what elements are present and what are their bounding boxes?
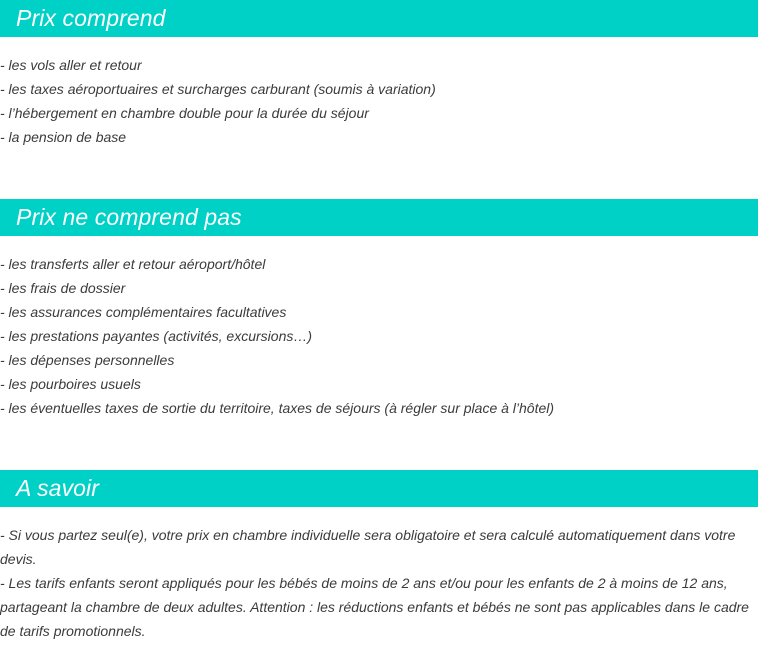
list-item: - les transferts aller et retour aéroport/hôtel — [0, 256, 266, 272]
list-item: - les prestations payantes (activités, excursions…) — [0, 328, 313, 344]
list-item: - la pension de base — [0, 129, 127, 145]
excluded-list — [0, 252, 554, 420]
list-item: - les frais de dossier — [0, 280, 126, 296]
list-item: - l’hébergement en chambre double pour la durée du séjour — [0, 105, 369, 121]
section-title: Prix comprend — [16, 5, 166, 31]
list-item: - les dépenses personnelles — [0, 352, 175, 368]
info-paragraph-single-traveler: - Si vous partez seul(e), votre prix en chambre individuelle sera obligatoire et sera calculé automatiquement dans votre devis. — [0, 527, 736, 567]
included-list — [0, 53, 436, 149]
list-item: - les éventuelles taxes de sortie du territoire, taxes de séjours (à régler sur place à l’hôtel) — [0, 400, 555, 416]
list-item: - les taxes aéroportuaires et surcharges carburant (soumis à variation) — [0, 81, 436, 97]
info-paragraph-child-rates: - Les tarifs enfants seront appliqués pour les bébés de moins de 2 ans et/ou pour les enfants de 2 à moins de 12 ans, partageant la chambre de deux adultes. Attention : les réductions enfants et bébés ne sont pas applicables dans le cadre de tarifs promotionnels. — [0, 575, 749, 639]
list-item: - les assurances complémentaires facultatives — [0, 304, 287, 320]
section-title: A savoir — [16, 475, 100, 501]
section-header-prix-comprend — [0, 0, 758, 37]
list-item: - les vols aller et retour — [0, 57, 142, 73]
section-title: Prix ne comprend pas — [16, 204, 242, 230]
list-item: - les pourboires usuels — [0, 376, 141, 392]
section-header-a-savoir — [0, 470, 758, 507]
section-header-prix-ne-comprend-pas — [0, 199, 758, 236]
